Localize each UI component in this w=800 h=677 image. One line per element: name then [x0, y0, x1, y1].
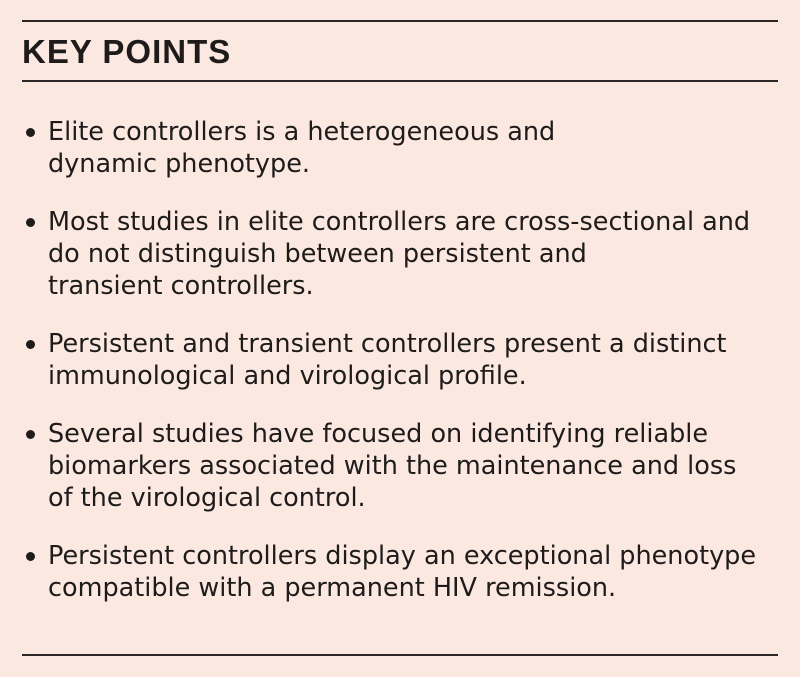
- bottom-rule: [22, 654, 778, 656]
- top-rule: [22, 20, 778, 22]
- bullet-icon: [26, 340, 35, 349]
- key-points-box: [22, 20, 778, 656]
- bullet-icon: [26, 128, 35, 137]
- key-point-5: [22, 540, 778, 604]
- key-point-1: [22, 116, 778, 180]
- point-line: do not distinguish between persistent and: [48, 239, 587, 269]
- key-point-4: [22, 418, 778, 514]
- point-line: Elite controllers is a heterogeneous and: [48, 117, 556, 147]
- key-points-title: KEY POINTS: [22, 33, 232, 70]
- point-line: transient controllers.: [48, 271, 314, 301]
- key-point-3: [22, 328, 778, 392]
- key-point-2: [22, 206, 778, 302]
- bullet-icon: [26, 552, 35, 561]
- point-line: Most studies in elite controllers are cross-sectional and: [48, 207, 751, 237]
- key-points-list: [22, 116, 778, 630]
- title-rule: [22, 80, 778, 82]
- point-line: Several studies have focused on identifying reliable: [48, 419, 709, 449]
- point-line: Persistent and transient controllers present a distinct: [48, 329, 727, 359]
- point-line: dynamic phenotype.: [48, 149, 310, 179]
- point-line: biomarkers associated with the maintenance and loss: [48, 451, 737, 481]
- point-line: immunological and virological profile.: [48, 361, 527, 391]
- bullet-icon: [26, 218, 35, 227]
- point-line: Persistent controllers display an exceptional phenotype: [48, 541, 757, 571]
- point-line: compatible with a permanent HIV remission.: [48, 573, 617, 603]
- point-line: of the virological control.: [48, 483, 366, 513]
- bullet-icon: [26, 430, 35, 439]
